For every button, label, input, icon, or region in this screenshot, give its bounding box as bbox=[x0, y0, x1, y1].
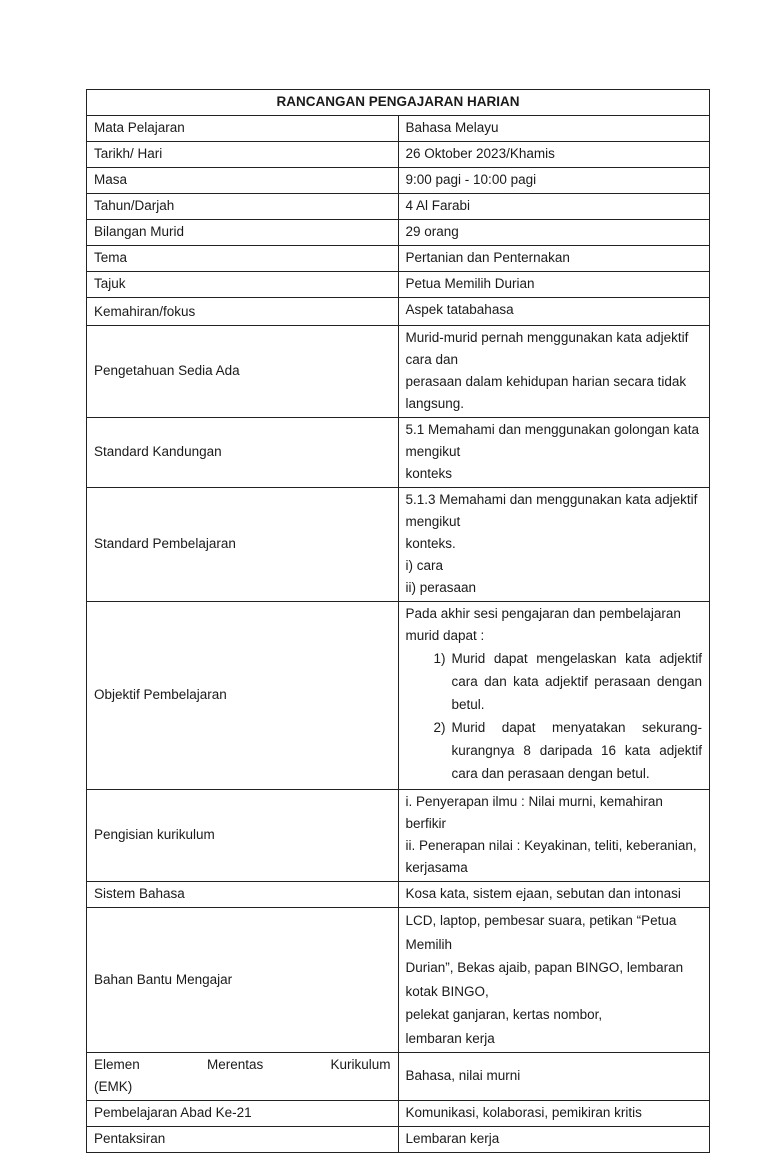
row-label: Standard Pembelajaran bbox=[87, 488, 399, 602]
row-value: Pertanian dan Penternakan bbox=[398, 246, 710, 272]
row-value bbox=[398, 418, 710, 488]
row-label: Kemahiran/fokus bbox=[87, 298, 399, 326]
row-label: Pembelajaran Abad Ke-21 bbox=[87, 1101, 399, 1127]
row-value: Bahasa Melayu bbox=[398, 116, 710, 142]
text-line: ii. Penerapan nilai : Keyakinan, teliti, keberanian, kerjasama bbox=[405, 838, 697, 875]
text-line: Durian”, Bekas ajaib, papan BINGO, lembaran kotak BINGO, bbox=[405, 960, 684, 999]
text-line: i. Penyerapan ilmu : Nilai murni, kemahiran berfikir bbox=[405, 794, 663, 831]
row-value bbox=[398, 488, 710, 602]
table-row bbox=[87, 298, 710, 326]
row-label: Masa bbox=[87, 168, 399, 194]
objective-number: 1) bbox=[433, 651, 446, 666]
objective-item bbox=[406, 647, 703, 716]
text-line: Elemen Merentas Kurikulum bbox=[94, 1057, 391, 1072]
text-line: 5.1.3 Memahami dan menggunakan kata adjektif mengikut bbox=[405, 492, 698, 529]
text-line: LCD, laptop, pembesar suara, petikan “Petua Memilih bbox=[405, 913, 677, 952]
row-label: Objektif Pembelajaran bbox=[87, 602, 399, 790]
row-value bbox=[398, 602, 710, 790]
table-row bbox=[87, 602, 710, 790]
table-row bbox=[87, 790, 710, 882]
objective-text: Murid dapat menyatakan sekurang-kurangnya 8 daripada 16 kata adjektif cara dan perasaan dengan betul. bbox=[451, 720, 702, 781]
table-row bbox=[87, 194, 710, 220]
row-value: Aspek tatabahasa bbox=[398, 298, 710, 326]
row-value: 29 orang bbox=[398, 220, 710, 246]
table-row bbox=[87, 1053, 710, 1101]
row-label: Pengisian kurikulum bbox=[87, 790, 399, 882]
text-line: konteks bbox=[405, 466, 453, 481]
text-line: (EMK) bbox=[94, 1079, 133, 1094]
row-value bbox=[398, 790, 710, 882]
text-line: perasaan dalam kehidupan harian secara tidak langsung. bbox=[405, 374, 687, 411]
row-label: Tarikh/ Hari bbox=[87, 142, 399, 168]
row-label: Bilangan Murid bbox=[87, 220, 399, 246]
row-value: Lembaran kerja bbox=[398, 1127, 710, 1153]
table-row bbox=[87, 246, 710, 272]
row-value: Petua Memilih Durian bbox=[398, 272, 710, 298]
row-label: Pentaksiran bbox=[87, 1127, 399, 1153]
objective-number: 2) bbox=[433, 720, 446, 735]
title-row bbox=[87, 90, 710, 116]
row-label: Bahan Bantu Mengajar bbox=[87, 908, 399, 1053]
table-row bbox=[87, 908, 710, 1053]
text-line: i) cara bbox=[405, 558, 444, 573]
objective-text: Murid dapat mengelaskan kata adjektif cara dan kata adjektif perasaan dengan betul. bbox=[451, 651, 702, 712]
table-title: RANCANGAN PENGAJARAN HARIAN bbox=[87, 90, 710, 116]
row-label bbox=[87, 1053, 399, 1101]
row-label: Tahun/Darjah bbox=[87, 194, 399, 220]
text-line: ii) perasaan bbox=[405, 580, 477, 595]
row-value: 4 Al Farabi bbox=[398, 194, 710, 220]
text-line: Murid-murid pernah menggunakan kata adjektif cara dan bbox=[405, 330, 689, 367]
row-label: Standard Kandungan bbox=[87, 418, 399, 488]
text-line: 5.1 Memahami dan menggunakan golongan kata mengikut bbox=[405, 422, 699, 459]
table-row bbox=[87, 1127, 710, 1153]
row-label: Tajuk bbox=[87, 272, 399, 298]
row-value bbox=[398, 908, 710, 1053]
table-row bbox=[87, 1101, 710, 1127]
row-label: Sistem Bahasa bbox=[87, 882, 399, 908]
table-row bbox=[87, 116, 710, 142]
row-value: Bahasa, nilai murni bbox=[398, 1053, 710, 1101]
row-value: 9:00 pagi - 10:00 pagi bbox=[398, 168, 710, 194]
text-line: konteks. bbox=[405, 536, 456, 551]
row-label: Tema bbox=[87, 246, 399, 272]
row-value bbox=[398, 326, 710, 418]
table-row bbox=[87, 488, 710, 602]
text-line: lembaran kerja bbox=[405, 1030, 495, 1046]
objective-item bbox=[406, 716, 703, 785]
row-label: Pengetahuan Sedia Ada bbox=[87, 326, 399, 418]
table-row bbox=[87, 220, 710, 246]
row-value: Komunikasi, kolaborasi, pemikiran kritis bbox=[398, 1101, 710, 1127]
text-line: pelekat ganjaran, kertas nombor, bbox=[405, 1007, 603, 1022]
table-row bbox=[87, 168, 710, 194]
row-label: Mata Pelajaran bbox=[87, 116, 399, 142]
row-value: Kosa kata, sistem ejaan, sebutan dan intonasi bbox=[398, 882, 710, 908]
table-row bbox=[87, 882, 710, 908]
table-row bbox=[87, 326, 710, 418]
row-value: 26 Oktober 2023/Khamis bbox=[398, 142, 710, 168]
lesson-plan-table bbox=[86, 89, 710, 1153]
objective-intro: Pada akhir sesi pengajaran dan pembelajaran murid dapat : bbox=[405, 606, 681, 643]
table-row bbox=[87, 272, 710, 298]
table-row bbox=[87, 418, 710, 488]
table-row bbox=[87, 142, 710, 168]
